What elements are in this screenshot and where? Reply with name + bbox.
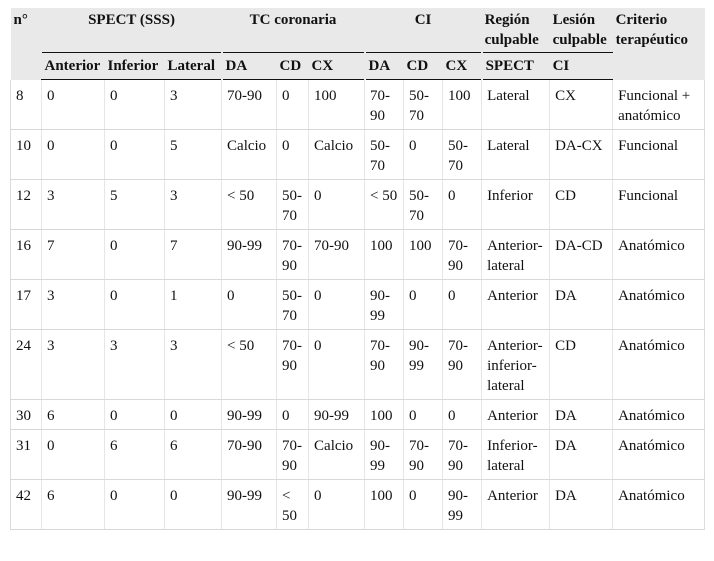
cell-tc-cx: 0 xyxy=(309,480,365,530)
cell-tc-da: 0 xyxy=(222,280,277,330)
cell-tc-cd: < 50 xyxy=(277,480,309,530)
cell-lesion-culpable: DA xyxy=(550,430,613,480)
cell-spect-lateral: 3 xyxy=(165,180,222,230)
cell-spect-lateral: 5 xyxy=(165,130,222,180)
header-lesion-culpable: Lesión culpable xyxy=(550,8,613,53)
cell-n: 31 xyxy=(11,430,42,480)
header-region-culpable: Región culpable xyxy=(482,8,550,53)
cell-tc-cx: 90-99 xyxy=(309,400,365,430)
cell-spect-inferior: 5 xyxy=(105,180,165,230)
cell-ci-da: < 50 xyxy=(365,180,404,230)
subheader-lesion-ci: CI xyxy=(550,53,613,80)
cell-ci-cx: 0 xyxy=(443,180,482,230)
cell-region-culpable: Anterior xyxy=(482,280,550,330)
cell-n: 30 xyxy=(11,400,42,430)
cell-n: 42 xyxy=(11,480,42,530)
results-table xyxy=(10,8,705,530)
cell-n: 10 xyxy=(11,130,42,180)
cell-ci-cd: 50-70 xyxy=(404,80,443,130)
cell-tc-cx: 0 xyxy=(309,330,365,400)
cell-spect-inferior: 0 xyxy=(105,480,165,530)
cell-ci-cx: 50-70 xyxy=(443,130,482,180)
cell-spect-anterior: 3 xyxy=(42,330,105,400)
cell-criterio-terapeutico: Anatómico xyxy=(613,330,705,400)
table-body xyxy=(11,80,705,530)
cell-ci-da: 100 xyxy=(365,230,404,280)
header-spect: SPECT (SSS) xyxy=(42,8,222,53)
cell-spect-inferior: 0 xyxy=(105,130,165,180)
cell-ci-da: 50-70 xyxy=(365,130,404,180)
cell-criterio-terapeutico: Anatómico xyxy=(613,400,705,430)
cell-lesion-culpable: CX xyxy=(550,80,613,130)
cell-lesion-culpable: DA xyxy=(550,400,613,430)
cell-ci-cd: 0 xyxy=(404,280,443,330)
table-header xyxy=(11,8,705,80)
cell-tc-cd: 50-70 xyxy=(277,280,309,330)
table-row xyxy=(11,230,705,280)
cell-tc-cd: 50-70 xyxy=(277,180,309,230)
cell-lesion-culpable: DA xyxy=(550,480,613,530)
header-ci: CI xyxy=(365,8,482,53)
subheader-tc-da: DA xyxy=(222,53,277,80)
subheader-tc-cx: CX xyxy=(309,53,365,80)
cell-spect-lateral: 0 xyxy=(165,480,222,530)
cell-spect-lateral: 3 xyxy=(165,80,222,130)
subheader-region-spect: SPECT xyxy=(482,53,550,80)
cell-spect-anterior: 6 xyxy=(42,400,105,430)
cell-lesion-culpable: CD xyxy=(550,180,613,230)
cell-region-culpable: Inferior-lateral xyxy=(482,430,550,480)
cell-criterio-terapeutico: Anatómico xyxy=(613,430,705,480)
cell-ci-cx: 0 xyxy=(443,280,482,330)
cell-tc-cx: 0 xyxy=(309,180,365,230)
cell-spect-inferior: 0 xyxy=(105,400,165,430)
cell-ci-da: 100 xyxy=(365,400,404,430)
subheader-spect-lateral: Lateral xyxy=(165,53,222,80)
cell-n: 12 xyxy=(11,180,42,230)
cell-ci-cx: 70-90 xyxy=(443,330,482,400)
subheader-spect-inferior: Inferior xyxy=(105,53,165,80)
cell-tc-da: < 50 xyxy=(222,180,277,230)
cell-region-culpable: Lateral xyxy=(482,80,550,130)
cell-criterio-terapeutico: Anatómico xyxy=(613,480,705,530)
cell-tc-cd: 0 xyxy=(277,80,309,130)
cell-ci-cx: 90-99 xyxy=(443,480,482,530)
cell-tc-da: 70-90 xyxy=(222,430,277,480)
cell-criterio-terapeutico: Funcional xyxy=(613,130,705,180)
cell-spect-lateral: 3 xyxy=(165,330,222,400)
table-row xyxy=(11,180,705,230)
subheader-ci-da: DA xyxy=(365,53,404,80)
cell-region-culpable: Anterior-lateral xyxy=(482,230,550,280)
cell-tc-cd: 70-90 xyxy=(277,330,309,400)
cell-n: 17 xyxy=(11,280,42,330)
cell-criterio-terapeutico: Funcional xyxy=(613,180,705,230)
table-row xyxy=(11,80,705,130)
cell-tc-cx: 0 xyxy=(309,280,365,330)
cell-tc-cd: 70-90 xyxy=(277,230,309,280)
cell-ci-cd: 90-99 xyxy=(404,330,443,400)
cell-spect-anterior: 7 xyxy=(42,230,105,280)
cell-tc-cd: 0 xyxy=(277,400,309,430)
cell-region-culpable: Anterior-inferior-lateral xyxy=(482,330,550,400)
subheader-ci-cx: CX xyxy=(443,53,482,80)
cell-tc-cd: 0 xyxy=(277,130,309,180)
cell-spect-lateral: 7 xyxy=(165,230,222,280)
cell-tc-da: 90-99 xyxy=(222,230,277,280)
cell-tc-cd: 70-90 xyxy=(277,430,309,480)
cell-tc-da: 90-99 xyxy=(222,400,277,430)
table-row xyxy=(11,430,705,480)
cell-spect-anterior: 0 xyxy=(42,130,105,180)
cell-spect-anterior: 3 xyxy=(42,280,105,330)
table-row xyxy=(11,480,705,530)
cell-criterio-terapeutico: Anatómico xyxy=(613,280,705,330)
cell-ci-cd: 0 xyxy=(404,400,443,430)
cell-spect-inferior: 0 xyxy=(105,230,165,280)
cell-tc-da: 70-90 xyxy=(222,80,277,130)
cell-spect-anterior: 0 xyxy=(42,430,105,480)
cell-spect-anterior: 0 xyxy=(42,80,105,130)
cell-ci-da: 70-90 xyxy=(365,330,404,400)
cell-ci-da: 90-99 xyxy=(365,280,404,330)
cell-ci-cx: 0 xyxy=(443,400,482,430)
cell-spect-anterior: 3 xyxy=(42,180,105,230)
cell-ci-cx: 100 xyxy=(443,80,482,130)
cell-tc-cx: Calcio xyxy=(309,130,365,180)
cell-ci-cd: 70-90 xyxy=(404,430,443,480)
cell-spect-inferior: 3 xyxy=(105,330,165,400)
table-row xyxy=(11,280,705,330)
cell-n: 8 xyxy=(11,80,42,130)
cell-spect-lateral: 6 xyxy=(165,430,222,480)
cell-spect-inferior: 0 xyxy=(105,80,165,130)
cell-region-culpable: Inferior xyxy=(482,180,550,230)
cell-tc-da: < 50 xyxy=(222,330,277,400)
cell-region-culpable: Lateral xyxy=(482,130,550,180)
cell-tc-cx: Calcio xyxy=(309,430,365,480)
cell-ci-cd: 0 xyxy=(404,130,443,180)
cell-lesion-culpable: CD xyxy=(550,330,613,400)
cell-lesion-culpable: DA xyxy=(550,280,613,330)
subheader-ci-cd: CD xyxy=(404,53,443,80)
header-n: n° xyxy=(11,8,42,80)
table-row xyxy=(11,130,705,180)
cell-ci-cx: 70-90 xyxy=(443,430,482,480)
cell-ci-da: 100 xyxy=(365,480,404,530)
subheader-spect-anterior: Anterior xyxy=(42,53,105,80)
cell-spect-anterior: 6 xyxy=(42,480,105,530)
cell-n: 24 xyxy=(11,330,42,400)
cell-criterio-terapeutico: Anatómico xyxy=(613,230,705,280)
cell-ci-da: 70-90 xyxy=(365,80,404,130)
cell-spect-lateral: 1 xyxy=(165,280,222,330)
results-table-container xyxy=(10,8,704,530)
cell-tc-cx: 70-90 xyxy=(309,230,365,280)
cell-spect-lateral: 0 xyxy=(165,400,222,430)
cell-tc-cx: 100 xyxy=(309,80,365,130)
cell-region-culpable: Anterior xyxy=(482,400,550,430)
cell-lesion-culpable: DA-CD xyxy=(550,230,613,280)
header-criterio-terapeutico: Criterio terapéutico xyxy=(613,8,705,80)
cell-criterio-terapeutico: Funcional + anatómico xyxy=(613,80,705,130)
cell-region-culpable: Anterior xyxy=(482,480,550,530)
cell-ci-cd: 0 xyxy=(404,480,443,530)
cell-ci-cd: 100 xyxy=(404,230,443,280)
cell-ci-cd: 50-70 xyxy=(404,180,443,230)
cell-spect-inferior: 6 xyxy=(105,430,165,480)
table-row xyxy=(11,330,705,400)
table-row xyxy=(11,400,705,430)
header-tc-coronaria: TC coronaria xyxy=(222,8,365,53)
cell-spect-inferior: 0 xyxy=(105,280,165,330)
cell-ci-cx: 70-90 xyxy=(443,230,482,280)
cell-tc-da: Calcio xyxy=(222,130,277,180)
cell-n: 16 xyxy=(11,230,42,280)
subheader-tc-cd: CD xyxy=(277,53,309,80)
cell-ci-da: 90-99 xyxy=(365,430,404,480)
cell-tc-da: 90-99 xyxy=(222,480,277,530)
cell-lesion-culpable: DA-CX xyxy=(550,130,613,180)
